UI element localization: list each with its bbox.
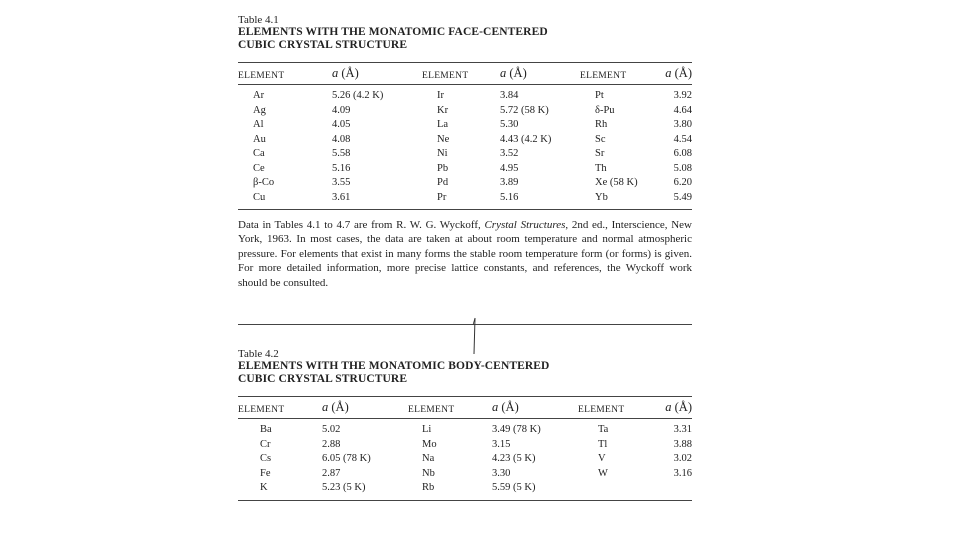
lattice-constant-cell: 5.58 <box>332 148 351 159</box>
element-cell: Sr <box>595 148 605 159</box>
element-cell: Ar <box>253 90 265 101</box>
header-element: ELEMENT <box>580 63 660 85</box>
lattice-constant-cell: 3.84 <box>500 90 519 101</box>
lattice-constant-cell: 5.26 (4.2 K) <box>332 90 384 101</box>
lattice-constant-cell: 4.09 <box>332 104 351 116</box>
table-row <box>238 147 692 162</box>
lattice-constant-cell: 3.88 <box>673 438 692 450</box>
element-cell: β-Co <box>253 177 275 188</box>
element-cell: Yb <box>595 191 608 203</box>
element-cell <box>578 481 658 500</box>
table-row <box>238 419 692 438</box>
lattice-constant-cell: 4.08 <box>332 133 351 145</box>
table-row <box>238 85 692 104</box>
table-row <box>238 481 692 500</box>
element-cell: Pr <box>437 191 447 203</box>
header-element: ELEMENT <box>422 63 500 85</box>
element-cell: Kr <box>437 104 449 116</box>
header-element: ELEMENT <box>238 397 322 419</box>
header-element: ELEMENT <box>238 63 332 85</box>
lattice-constant-cell: 3.89 <box>500 177 519 188</box>
table-4-1-title-line-2: CUBIC CRYSTAL STRUCTURE <box>238 39 408 51</box>
table-4-2-title-line-1: ELEMENTS WITH THE MONATOMIC BODY-CENTERED <box>238 360 550 372</box>
element-cell: Fe <box>260 467 271 479</box>
table-row <box>238 191 692 210</box>
table-4-2-header-row <box>238 397 692 419</box>
header-lattice-constant: a (Å) <box>658 397 692 419</box>
element-cell: La <box>437 119 449 130</box>
lattice-constant-cell: 3.16 <box>673 467 692 479</box>
lattice-constant-cell: 5.59 (5 K) <box>492 482 536 493</box>
element-cell: Cs <box>260 453 272 464</box>
lattice-constant-cell: 6.08 <box>673 148 692 159</box>
lattice-constant-cell: 4.95 <box>500 162 519 174</box>
table-row <box>238 438 692 453</box>
element-cell: Sc <box>595 133 606 145</box>
table-row <box>238 467 692 482</box>
element-cell: Rb <box>422 482 435 493</box>
element-cell: Pb <box>437 162 449 174</box>
element-cell: Mo <box>422 438 437 450</box>
table-row <box>238 104 692 119</box>
element-cell: Na <box>422 453 435 464</box>
element-cell: Th <box>595 162 607 174</box>
table-4-1-block <box>238 14 692 290</box>
table-4-1-title-line-1: ELEMENTS WITH THE MONATOMIC FACE-CENTERED <box>238 26 548 38</box>
lattice-constant-cell: 2.87 <box>322 467 341 479</box>
lattice-constant-cell: 3.49 (78 K) <box>492 424 541 435</box>
table-4-2 <box>238 396 692 501</box>
element-cell: Xe (58 K) <box>595 177 638 188</box>
lattice-constant-cell: 5.08 <box>673 162 692 174</box>
element-cell: Al <box>253 119 264 130</box>
element-cell: W <box>598 467 608 479</box>
lattice-constant-cell: 4.54 <box>673 133 692 145</box>
table-row <box>238 118 692 133</box>
lattice-constant-cell: 6.20 <box>673 177 692 188</box>
element-cell: Li <box>422 424 432 435</box>
header-lattice-constant: a (Å) <box>660 63 692 85</box>
table-4-2-block <box>238 348 692 501</box>
table-4-1-header-row <box>238 63 692 85</box>
table-row <box>238 452 692 467</box>
table-4-1 <box>238 62 692 210</box>
element-cell: Ag <box>253 104 266 116</box>
element-cell: V <box>598 453 606 464</box>
element-cell: Ca <box>253 148 265 159</box>
table-row <box>238 133 692 148</box>
lattice-constant-cell: 3.15 <box>492 438 511 450</box>
lattice-constant-cell: 5.16 <box>332 162 351 174</box>
element-cell: Rh <box>595 119 608 130</box>
header-lattice-constant: a (Å) <box>322 397 408 419</box>
table-4-2-body <box>238 419 692 501</box>
element-cell: Ta <box>598 424 609 435</box>
lattice-constant-cell: 3.30 <box>492 467 511 479</box>
lattice-constant-cell: 5.02 <box>322 424 341 435</box>
table-4-1-label: Table 4.1 <box>238 14 279 26</box>
header-element: ELEMENT <box>408 397 492 419</box>
lattice-constant-cell: 3.92 <box>673 90 692 101</box>
element-cell: Pt <box>595 90 604 101</box>
element-cell: K <box>260 482 268 493</box>
element-cell: Pd <box>437 177 449 188</box>
element-cell: Ni <box>437 148 448 159</box>
lattice-constant-cell: 4.05 <box>332 119 351 130</box>
header-lattice-constant: a (Å) <box>500 63 580 85</box>
element-cell: Au <box>253 133 266 145</box>
element-cell: Ne <box>437 133 450 145</box>
table-row <box>238 176 692 191</box>
data-source-note <box>238 218 692 290</box>
element-cell: Cr <box>260 438 271 450</box>
lattice-constant-cell: 5.49 <box>673 191 692 203</box>
lattice-constant-cell: 3.55 <box>332 177 351 188</box>
header-lattice-constant: a (Å) <box>492 397 578 419</box>
table-row <box>238 162 692 177</box>
lattice-constant-cell: 4.23 (5 K) <box>492 453 536 464</box>
element-cell: Cu <box>253 191 266 203</box>
note-text: Data in Tables 4.1 to 4.7 are from R. W. G. Wyckoff, <box>238 219 485 231</box>
lattice-constant-cell: 3.02 <box>673 453 692 464</box>
element-cell: Ba <box>260 424 272 435</box>
lattice-constant-cell: 5.23 (5 K) <box>322 482 366 493</box>
lattice-constant-cell <box>658 481 692 500</box>
element-cell: Ir <box>437 90 444 101</box>
lattice-constant-cell: 6.05 (78 K) <box>322 453 371 464</box>
lattice-constant-cell: 5.16 <box>500 191 519 203</box>
element-cell: Ce <box>253 162 265 174</box>
element-cell: δ-Pu <box>595 104 615 116</box>
lattice-constant-cell: 4.64 <box>673 104 692 116</box>
lattice-constant-cell: 3.61 <box>332 191 351 203</box>
table-4-1-body <box>238 85 692 210</box>
element-cell: Tl <box>598 438 608 450</box>
header-lattice-constant: a (Å) <box>332 63 422 85</box>
note-divider <box>238 324 692 325</box>
note-book-title: Crystal Structures <box>484 219 566 231</box>
table-4-2-label: Table 4.2 <box>238 348 279 360</box>
lattice-constant-cell: 3.52 <box>500 148 519 159</box>
element-cell: Nb <box>422 467 435 479</box>
lattice-constant-cell: 2.88 <box>322 438 341 450</box>
lattice-constant-cell: 4.43 (4.2 K) <box>500 133 552 145</box>
lattice-constant-cell: 3.80 <box>673 119 692 130</box>
lattice-constant-cell: 5.30 <box>500 119 519 130</box>
lattice-constant-cell: 3.31 <box>673 424 692 435</box>
table-4-2-title-line-2: CUBIC CRYSTAL STRUCTURE <box>238 373 408 385</box>
note-text: , 2nd ed., Interscience, New York, 1963. In most cases, the data are taken at about room temperature and normal atmospheric pressure. For elements that exist in many forms the stable room temperature form (or forms) is given. For more detailed information, more precise lattice constants, and references, the Wyckoff work should be consulted. <box>238 219 692 289</box>
header-element: ELEMENT <box>578 397 658 419</box>
lattice-constant-cell: 5.72 (58 K) <box>500 104 549 116</box>
